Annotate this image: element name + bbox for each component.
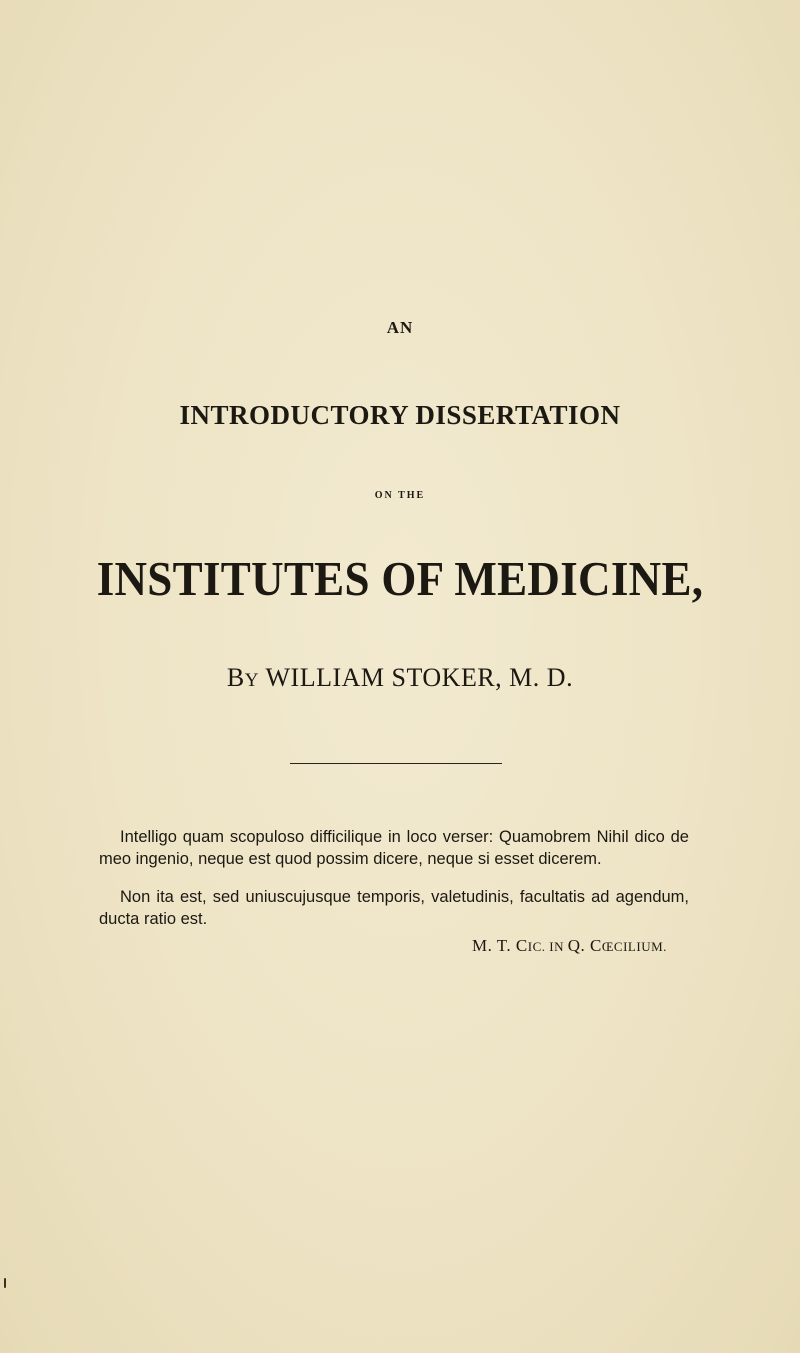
author-by-initial: B xyxy=(226,663,245,692)
attribution-prefix: M. T. C xyxy=(472,936,528,955)
attribution-cic-rest: IC. xyxy=(527,939,546,954)
title-line-institutes-of-medicine: INSTITUTES OF MEDICINE, xyxy=(96,552,704,606)
epigraph-attribution xyxy=(472,936,667,956)
attribution-name-rest: ŒCILIUM. xyxy=(601,939,667,954)
connector-on-the: ON THE xyxy=(374,490,426,501)
epigraph-paragraph-1: Intelligo quam scopuloso difficilique in loco verser: Quamobrem Nihil dico de meo ingenio, neque est quod possim dicere, neque si esset dicerem. xyxy=(99,828,689,868)
author-name: WILLIAM STOKER, M. D. xyxy=(258,663,574,692)
horizontal-rule xyxy=(290,763,502,764)
author-line xyxy=(0,663,800,693)
margin-ink-speck xyxy=(4,1278,6,1288)
author-by-rest: Y xyxy=(244,670,259,691)
attribution-q: Q. C xyxy=(567,936,602,955)
title-line-introductory-dissertation: INTRODUCTORY DISSERTATION xyxy=(179,400,621,430)
heading-an: AN xyxy=(386,318,414,337)
epigraph-paragraph-2: Non ita est, sed uniuscujusque temporis, valetudinis, facultatis ad agendum, ducta ratio est. xyxy=(99,888,689,928)
attribution-in: IN xyxy=(545,939,568,954)
